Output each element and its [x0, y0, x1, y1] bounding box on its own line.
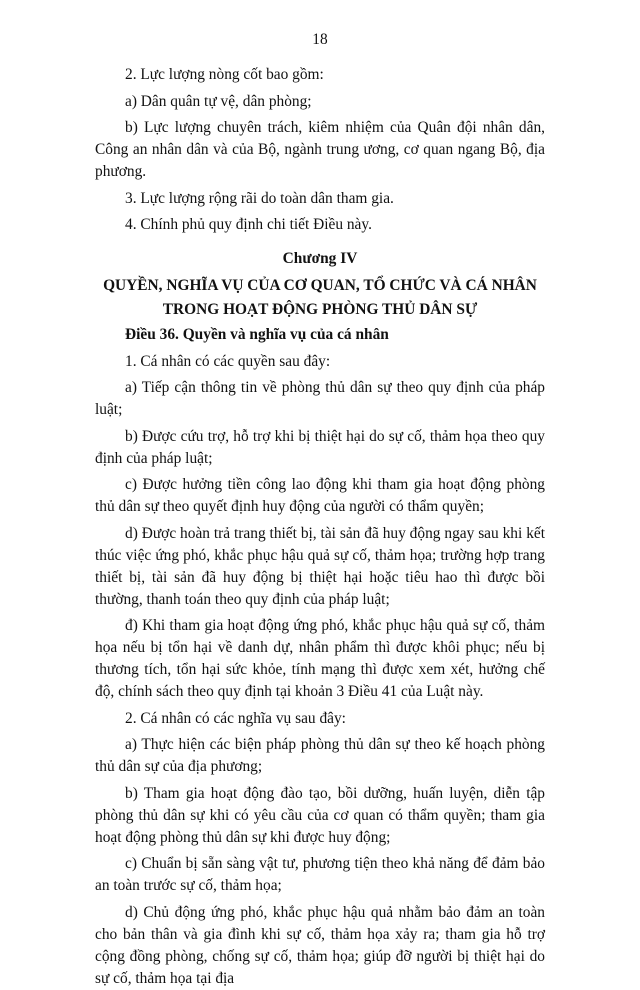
paragraph: b) Lực lượng chuyên trách, kiêm nhiệm của Quân đội nhân dân, Công an nhân dân và của Bộ, ngành trung ương, cơ quan ngang Bộ, địa phương. [95, 119, 545, 180]
paragraph: c) Được hưởng tiền công lao động khi tham gia hoạt động phòng thủ dân sự theo quyết định huy động của người có thẩm quyền; [95, 476, 545, 515]
paragraph: a) Dân quân tự vệ, dân phòng; [125, 92, 312, 110]
paragraph: a) Thực hiện các biện pháp phòng thủ dân sự theo kế hoạch phòng thủ dân sự của địa phương; [95, 736, 545, 775]
paragraph: 2. Cá nhân có các nghĩa vụ sau đây: [125, 709, 346, 727]
paragraph: d) Được hoàn trả trang thiết bị, tài sản đã huy động ngay sau khi kết thúc việc ứng phó, khắc phục hậu quả sự cố, thảm họa; trường hợp trang thiết bị, tài sản đã huy động bị thiệt hại hoặc tiêu hao thì được bồi thường, thanh toán theo quy định của pháp luật; [95, 524, 545, 608]
chapter-label: Chương IV [282, 250, 358, 267]
paragraph: d) Chủ động ứng phó, khắc phục hậu quả nhằm bảo đảm an toàn cho bản thân và gia đình khi sự cố, thảm họa xảy ra; tham gia hỗ trợ cộng đồng phòng, chống sự cố, thảm họa; giúp đỡ người bị thiệt hại do sự cố, thảm họa tại địa [95, 903, 545, 987]
chapter-title-line-1: QUYỀN, NGHĨA VỤ CỦA CƠ QUAN, TỔ CHỨC VÀ CÁ NHÂN [103, 277, 537, 294]
paragraph: 4. Chính phủ quy định chi tiết Điều này. [125, 216, 372, 233]
article-heading: Điều 36. Quyền và nghĩa vụ của cá nhân [125, 326, 389, 343]
paragraph: 2. Lực lượng nòng cốt bao gồm: [125, 66, 324, 83]
paragraph: b) Tham gia hoạt động đào tạo, bồi dưỡng, huấn luyện, diễn tập phòng thủ dân sự khi có yêu cầu của cơ quan có thẩm quyền; tham gia hoạt động phòng thủ dân sự khi được huy động; [95, 784, 545, 846]
paragraph: 3. Lực lượng rộng rãi do toàn dân tham gia. [125, 189, 394, 207]
paragraph: b) Được cứu trợ, hỗ trợ khi bị thiệt hại do sự cố, thảm họa theo quy định của pháp luật; [95, 427, 545, 467]
paragraph: c) Chuẩn bị sẵn sàng vật tư, phương tiện theo khả năng để đảm bảo an toàn trước sự cố, thảm họa; [95, 855, 545, 894]
chapter-title-line-2: TRONG HOẠT ĐỘNG PHÒNG THỦ DÂN SỰ [162, 301, 478, 318]
paragraph: 1. Cá nhân có các quyền sau đây: [125, 352, 331, 370]
page-number: 18 [312, 31, 328, 48]
paragraph: a) Tiếp cận thông tin về phòng thủ dân sự theo quy định của pháp luật; [95, 379, 545, 418]
paragraph: đ) Khi tham gia hoạt động ứng phó, khắc phục hậu quả sự cố, thảm họa nếu bị tổn hại về danh dự, nhân phẩm thì được khôi phục; nếu bị thương tích, tổn hại sức khỏe, tính mạng thì được xem xét, hưởng chế độ, chính sách theo quy định tại khoản 3 Điều 41 của Luật này. [95, 617, 545, 700]
